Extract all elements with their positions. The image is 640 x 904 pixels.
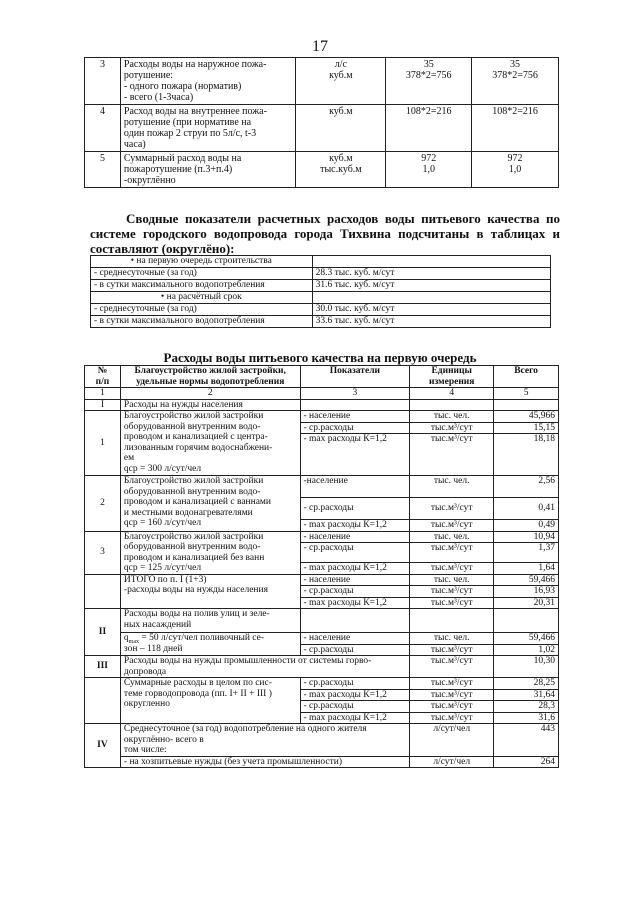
group-description: Благоустройство жилой застройки оборудованной внутренним водо- проводом и канализацией с центра- лизованным горячим водоснабжени- ем qср = 300 л/сут/чел xyxy=(120,411,300,476)
section-number: I xyxy=(85,399,121,411)
value: 59,466 xyxy=(494,574,559,586)
table-row xyxy=(85,476,559,498)
indicator: -население xyxy=(300,476,410,498)
table-row xyxy=(85,531,559,543)
table-row xyxy=(85,58,559,105)
unit: тыс.м³/сут xyxy=(410,520,494,532)
unit: тыс.м³/сут xyxy=(410,712,494,724)
row-value-2: 972 1,0 xyxy=(472,152,559,188)
value: 31,64 xyxy=(494,689,559,701)
section-row xyxy=(85,399,559,411)
table-row xyxy=(91,292,551,304)
value: 59,466 xyxy=(494,633,559,645)
sum-description: Суммарные расходы в целом по сис- теме горводопровода (пп. I+ II + III ) округленно xyxy=(120,678,300,724)
section-title: Расходы на нужды населения xyxy=(120,399,300,411)
indicator-value: 33.6 тыс. куб. м/сут xyxy=(312,316,550,328)
indicator: - население xyxy=(300,633,410,645)
table-row xyxy=(91,304,551,316)
column-number: 4 xyxy=(410,388,494,400)
header-num: № п/п xyxy=(85,366,121,388)
value: 1,37 xyxy=(494,543,559,563)
indicator-value: 28.3 тыс. куб. м/сут xyxy=(312,268,550,280)
unit: тыс. чел. xyxy=(410,411,494,423)
unit: тыс.м³/сут xyxy=(410,656,494,678)
indicator: - ср.расходы xyxy=(300,422,410,434)
value: 15,15 xyxy=(494,422,559,434)
row-value-2: 35 378*2=756 xyxy=(472,58,559,105)
section-number: III xyxy=(85,656,121,678)
header-indicators: Показатели xyxy=(300,366,410,388)
unit: тыс.м³/сут xyxy=(410,563,494,575)
unit: л/сут/чел xyxy=(410,756,494,768)
table-row xyxy=(85,756,559,768)
stage-label: • на первую очередь строительства xyxy=(91,256,313,268)
unit: тыс.м³/сут xyxy=(410,597,494,609)
indicator-label: - в сутки максимального водопотребления xyxy=(91,280,313,292)
value: 20,31 xyxy=(494,597,559,609)
section-row xyxy=(85,656,559,678)
table-row xyxy=(85,105,559,152)
header-desc: Благоустройство жилой застройки, удельные нормы водопотребления xyxy=(120,366,300,388)
indicator: - ср.расходы xyxy=(300,678,410,690)
table-row xyxy=(85,152,559,188)
table-row xyxy=(91,268,551,280)
table-row xyxy=(91,316,551,328)
summary-table xyxy=(90,255,551,328)
unit: тыс.м³/сут xyxy=(410,422,494,434)
table-row xyxy=(85,633,559,645)
row-description: Суммарный расход воды на пожаротушение (п.3+п.4) -округлённо xyxy=(120,152,296,188)
summary-heading: Сводные показатели расчетных расходов воды питьевого качества по системе городского водопровода города Тихвина подсчитаны в таблицах и составляют (округлёно): xyxy=(90,211,560,256)
row-description: Расход воды на внутреннее пожа- ротушение (при нормативе на один пожар 2 струи по 5л/с, t-3 часа) xyxy=(120,105,296,152)
table-header-row xyxy=(85,366,559,388)
table-row xyxy=(91,280,551,292)
row-description: Расходы воды на наружное пожа- ротушение: - одного пожара (норматив) - всего (1-3часа) xyxy=(120,58,296,105)
column-number: 2 xyxy=(120,388,300,400)
table-row xyxy=(85,574,559,586)
value: 1,64 xyxy=(494,563,559,575)
section-number: II xyxy=(85,609,121,656)
row-unit: л/с куб.м xyxy=(296,58,386,105)
indicator: - ср.расходы xyxy=(300,543,410,563)
table-row xyxy=(85,678,559,690)
indicator-label: - в сутки максимального водопотребления xyxy=(91,316,313,328)
page-number: 17 xyxy=(312,38,328,55)
stage-value xyxy=(312,292,550,304)
section-row xyxy=(85,724,559,757)
indicator: - max расходы К=1,2 xyxy=(300,520,410,532)
indicator: - население xyxy=(300,411,410,423)
row-number: 3 xyxy=(85,58,121,105)
indicator: - население xyxy=(300,574,410,586)
value: 1,02 xyxy=(494,644,559,656)
first-stage-heading: Расходы воды питьевого качества на первую очередь xyxy=(163,350,477,365)
indicator: - ср.расходы xyxy=(300,644,410,656)
row-number: 4 xyxy=(85,105,121,152)
unit: тыс. чел. xyxy=(410,476,494,498)
unit: тыс.м³/сут xyxy=(410,701,494,713)
value: 31,6 xyxy=(494,712,559,724)
unit: тыс.м³/сут xyxy=(410,498,494,520)
unit: тыс.м³/сут xyxy=(410,678,494,690)
value: 28,3 xyxy=(494,701,559,713)
value: 10,30 xyxy=(494,656,559,678)
unit: тыс.м³/сут xyxy=(410,434,494,476)
row-unit: куб.м xyxy=(296,105,386,152)
unit: тыс. чел. xyxy=(410,531,494,543)
column-number: 5 xyxy=(494,388,559,400)
value: 28,25 xyxy=(494,678,559,690)
table-row xyxy=(91,256,551,268)
row-value-1: 35 378*2=756 xyxy=(386,58,472,105)
indicator-label: - среднесуточные (за год) xyxy=(91,268,313,280)
indicator-value: 31.6 тыс. куб. м/сут xyxy=(312,280,550,292)
row-value-1: 972 1,0 xyxy=(386,152,472,188)
unit: тыс.м³/сут xyxy=(410,586,494,598)
unit: тыс. чел. xyxy=(410,633,494,645)
indicator: - max расходы К=1,2 xyxy=(300,434,410,476)
value: 10,94 xyxy=(494,531,559,543)
indicator: - max расходы К=1,2 xyxy=(300,689,410,701)
value: 18,18 xyxy=(494,434,559,476)
header-units: Единицы измерения xyxy=(410,366,494,388)
row-value-1: 108*2=216 xyxy=(386,105,472,152)
section-description: - на хозпитьевые нужды (без учета промышленности) xyxy=(120,756,409,768)
section-description: Расходы воды на нужды промышленности от системы горво- допровода xyxy=(120,656,409,678)
value: 16,93 xyxy=(494,586,559,598)
indicator: - ср.расходы xyxy=(300,701,410,713)
value: 443 xyxy=(494,724,559,757)
group-description: Благоустройство жилой застройки оборудованной внутренним водо- проводом и канализацией с ваннами и местными водонагревателями qср = 160 л/сут/чел xyxy=(120,476,300,532)
unit: тыс. чел. xyxy=(410,574,494,586)
unit: тыс.м³/сут xyxy=(410,543,494,563)
group-description: Благоустройство жилой застройки оборудованной внутренним водо- проводом и канализацией без ванн qср = 125 л/сут/чел xyxy=(120,531,300,574)
value: 45,966 xyxy=(494,411,559,423)
section-description: Расходы воды на полив улиц и зеле- ных насаждений xyxy=(120,609,300,633)
stage-value xyxy=(312,256,550,268)
indicator: - население xyxy=(300,531,410,543)
indicator: - max расходы К=1,2 xyxy=(300,597,410,609)
qmax-norm: $q_{max} = 50$ л/сут/чел поливочный се- зон – 118 дней xyxy=(120,633,300,656)
group-number: 1 xyxy=(85,411,121,476)
value: 0,49 xyxy=(494,520,559,532)
section-number: IV xyxy=(85,724,121,768)
fire-water-table xyxy=(84,57,559,188)
total-description: ИТОГО по п. I (1+3) -расходы воды на нужды населения xyxy=(120,574,300,609)
value: 0,41 xyxy=(494,498,559,520)
indicator: - max расходы К=1,2 xyxy=(300,563,410,575)
stage-label: • на расчётный срок xyxy=(91,292,313,304)
group-number: 2 xyxy=(85,476,121,532)
table-row xyxy=(85,411,559,423)
row-value-2: 108*2=216 xyxy=(472,105,559,152)
indicator: - ср.расходы xyxy=(300,586,410,598)
row-number: 5 xyxy=(85,152,121,188)
first-stage-table xyxy=(84,365,559,768)
section-row xyxy=(85,609,559,633)
column-number-row xyxy=(85,388,559,400)
unit: тыс.м³/сут xyxy=(410,689,494,701)
row-unit: куб.м тыс.куб.м xyxy=(296,152,386,188)
indicator: - ср.расходы xyxy=(300,498,410,520)
column-number: 1 xyxy=(85,388,121,400)
column-number: 3 xyxy=(300,388,410,400)
indicator-value: 30.0 тыс. куб. м/сут xyxy=(312,304,550,316)
indicator-label: - среднесуточные (за год) xyxy=(91,304,313,316)
group-number: 3 xyxy=(85,531,121,574)
value: 2,56 xyxy=(494,476,559,498)
section-description: Среднесуточное (за год) водопотребление на одного жителя округлённо- всего в том числе: xyxy=(120,724,409,757)
indicator: - max расходы К=1,2 xyxy=(300,712,410,724)
header-total: Всего xyxy=(494,366,559,388)
value: 264 xyxy=(494,756,559,768)
unit: л/сут/чел xyxy=(410,724,494,757)
unit: тыс.м³/сут xyxy=(410,644,494,656)
